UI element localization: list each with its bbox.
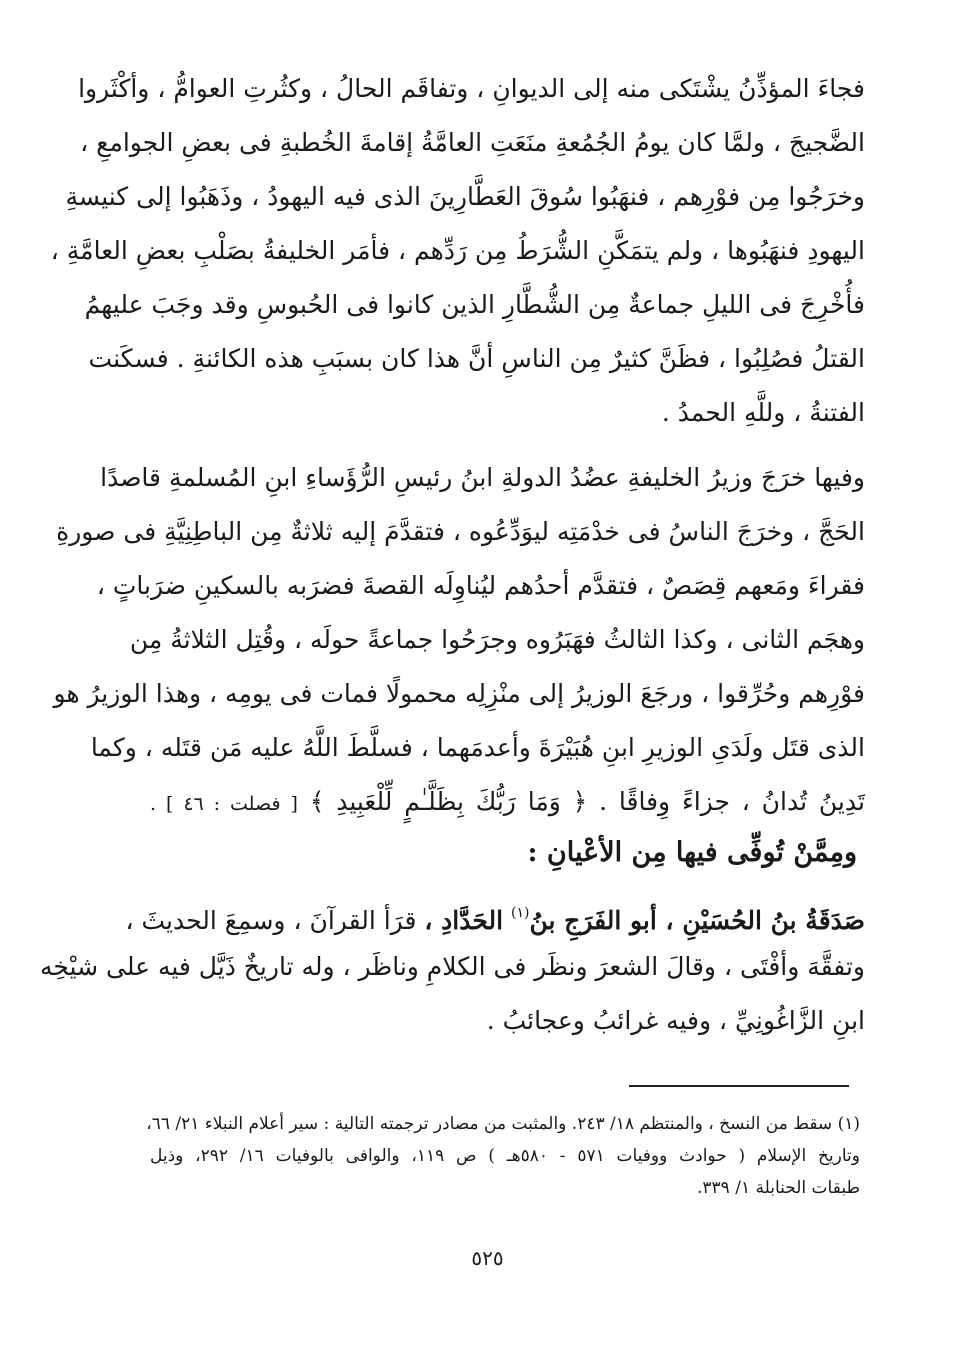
footnotes: [146, 1108, 860, 1204]
footnote-line: (١) سقط من النسخ ، والمنتظم ١٨/ ٢٤٣. والمثبت من مصادر ترجمته التالية : سير أعلام النبلاء ٢١/ ٦٦،: [146, 1114, 860, 1134]
text-line-quran: [150, 775, 865, 829]
footnote-line: طبقات الحنابلة ١/ ٣٣٩.: [696, 1178, 860, 1198]
text-line: وخرَجُوا مِن فوْرِهم ، فنهَبُوا سُوقَ العَطَّارِينَ الذى فيه اليهودُ ، وذَهَبُوا إلى كنيسةِ: [65, 182, 865, 211]
text-line: الفتنةُ ، وللَّهِ الحمدُ .: [661, 398, 865, 427]
text-line: الذى قتَل ولَدَىِ الوزيرِ ابنِ هُبَيْرَةَ وأعدمَهما ، فسلَّطَ اللَّهُ عليه مَن قتَله ، وكما: [90, 733, 865, 762]
person-name-cont: الحَدَّادِ ،: [424, 906, 504, 935]
text-line: [125, 886, 865, 940]
quran-verse: ﴿ وَمَا رَبُّكَ بِظَلَّـٰمٍ لِّلْعَبِيدِ ﴾: [309, 787, 588, 816]
footnote-divider: [629, 1085, 849, 1087]
text-line: الحَجَّ ، وخرَجَ الناسُ فى خدْمَتِه ليوَدِّعُوه ، فتقدَّمَ إليه ثلاثةٌ مِن الباطِنِيَّةِ فى صورةِ: [56, 517, 865, 546]
text-line: الضَّجيجَ ، ولمَّا كان يومُ الجُمُعةِ منَعَتِ العامَّةُ إقامةَ الخُطبةِ فى بعضِ الجوامعِ ،: [80, 128, 865, 157]
paragraph-events: [50, 62, 865, 440]
text-line: فقراءَ ومَعهم قِصَصٌ ، فتقدَّم أحدُهم ليُناوِلَه القصةَ فضرَبه بالسكينِ ضرَباتٍ ،: [96, 571, 865, 600]
text-line: فأُخْرِجَ فى الليلِ جماعةٌ مِن الشُّطَّارِ الذين كانوا فى الحُبوسِ وقد وجَبَ عليهمُ: [84, 290, 865, 319]
text-line: فوْرِهم وحُرِّقوا ، ورجَعَ الوزيرُ إلى منْزِلِه محمولًا فمات فى يومِه ، وهذا الوزيرُ هو: [53, 679, 865, 708]
entry-text: قرَأ القرآنَ ، وسمِعَ الحديثَ ،: [125, 906, 417, 935]
page-number: ٥٢٥: [471, 1246, 504, 1270]
person-name: صَدَقَةُ بنُ الحُسَيْنِ ، أبو الفَرَجِ بنُ: [529, 906, 865, 935]
obituary-entry: [40, 886, 865, 1048]
text-line: فجاءَ المؤذِّنُ يشْتَكى منه إلى الديوانِ ، وتفاقَم الحالُ ، وكثُرتِ العوامُّ ، وأكْثَروا: [78, 74, 865, 103]
text-line: وتفقَّهَ وأفْتَى ، وقالَ الشعرَ ونظَر فى الكلامِ وناظَر ، وله تاريخٌ ذَيَّل فيه على شيْخِه: [40, 952, 865, 981]
text-line: ابنِ الزَّاغُونِيِّ ، وفيه غرائبُ وعجائبُ .: [486, 1006, 865, 1035]
footnote-line: وتاريخ الإسلام ( حوادث ووفيات ٥٧١ - ٥٨٠هـ ) ص ١١٩، والوافى بالوفيات ١٦/ ٢٩٢، وذيل: [150, 1146, 860, 1166]
paragraph-vizier: [53, 451, 865, 829]
text-line: القتلُ فصُلِبُوا ، فظَنَّ كثيرٌ مِن الناسِ أنَّ هذا كان بسبَبِ هذه الكائنةِ . فسكَنت: [88, 344, 865, 373]
closing-phrase: تَدِينُ تُدانُ ، جزاءً وِفاقًا .: [599, 787, 865, 816]
text-line: اليهودِ فنهَبُوها ، ولم يتمَكَّنِ الشُّرَطُ مِن رَدِّهم ، فأمَر الخليفةُ بصَلْبِ بعضِ العامَّةِ ،: [50, 236, 865, 265]
footnote-marker: (١): [511, 905, 530, 921]
verse-reference: [ فصلت : ٤٦ ] .: [150, 793, 298, 815]
text-line: وهجَم الثانى ، وكذا الثالثُ فهَبَرُوه وجرَحُوا جماعةً حولَه ، وقُتِل الثلاثةُ مِن: [129, 625, 865, 654]
section-heading: ومِمَّنْ تُوفِّى فيها مِن الأعْيانِ :: [527, 837, 857, 868]
text-line: وفيها خرَجَ وزيرُ الخليفةِ عضُدُ الدولةِ ابنُ رئيسِ الرُّؤَساءِ ابنِ المُسلمةِ قاصدًا: [100, 463, 865, 492]
